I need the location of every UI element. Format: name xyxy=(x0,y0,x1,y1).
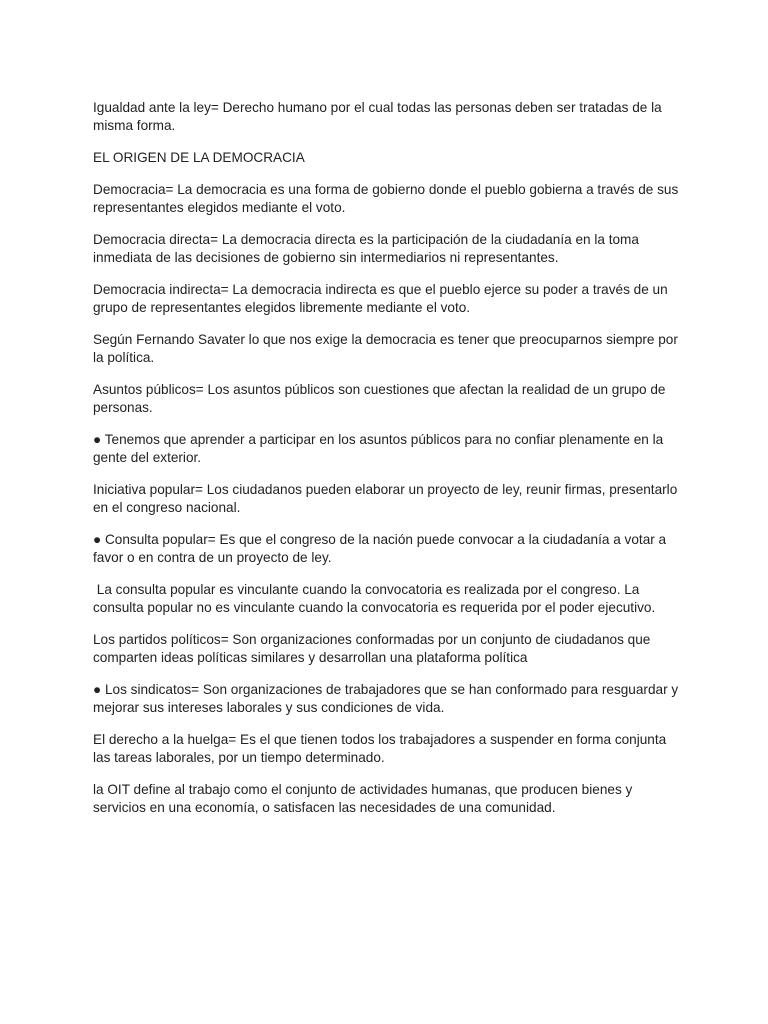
bullet-participar-asuntos-publicos: ● Tenemos que aprender a participar en los asuntos públicos para no confiar plenamente en la gente del exterior. xyxy=(93,432,667,465)
paragraph-igualdad-ante-la-ley: Igualdad ante la ley= Derecho humano por el cual todas las personas deben ser tratadas de la misma forma. xyxy=(93,100,666,133)
paragraph-savater: Según Fernando Savater lo que nos exige la democracia es tener que preocuparnos siempre por la política. xyxy=(93,332,682,365)
paragraph-partidos-politicos: Los partidos políticos= Son organizaciones conformadas por un conjunto de ciudadanos que comparten ideas políticas similares y desarrollan una plataforma política xyxy=(93,632,655,665)
paragraph-democracia: Democracia= La democracia es una forma de gobierno donde el pueblo gobierna a través de sus representantes elegidos mediante el voto. xyxy=(93,182,683,215)
paragraph-derecho-huelga: El derecho a la huelga= Es el que tienen todos los trabajadores a suspender en forma conjunta las tareas laborales, por un tiempo determinado. xyxy=(93,732,670,765)
document-body xyxy=(93,99,681,831)
section-heading-origen-democracia: EL ORIGEN DE LA DEMOCRACIA xyxy=(93,150,305,165)
paragraph-consulta-vinculante: La consulta popular es vinculante cuando la convocatoria es realizada por el congreso. La consulta popular no es vinculante cuando la convocatoria es requerida por el poder ejecutivo. xyxy=(93,582,656,615)
paragraph-democracia-directa: Democracia directa= La democracia directa es la participación de la ciudadanía en la toma inmediata de las decisiones de gobierno sin intermediarios ni representantes. xyxy=(93,232,643,265)
paragraph-iniciativa-popular: Iniciativa popular= Los ciudadanos pueden elaborar un proyecto de ley, reunir firmas, presentarlo en el congreso nacional. xyxy=(93,482,682,515)
paragraph-asuntos-publicos: Asuntos públicos= Los asuntos públicos son cuestiones que afectan la realidad de un grupo de personas. xyxy=(93,382,670,415)
paragraph-oit-trabajo: la OIT define al trabajo como el conjunto de actividades humanas, que producen bienes y servicios en una economía, o satisfacen las necesidades de una comunidad. xyxy=(93,782,637,815)
paragraph-democracia-indirecta: Democracia indirecta= La democracia indirecta es que el pueblo ejerce su poder a través de un grupo de representantes elegidos libremente mediante el voto. xyxy=(93,282,672,315)
bullet-sindicatos: ● Los sindicatos= Son organizaciones de trabajadores que se han conformado para resguardar y mejorar sus intereses laborales y sus condiciones de vida. xyxy=(93,682,682,715)
bullet-consulta-popular: ● Consulta popular= Es que el congreso de la nación puede convocar a la ciudadanía a votar a favor o en contra de un proyecto de ley. xyxy=(93,532,670,565)
